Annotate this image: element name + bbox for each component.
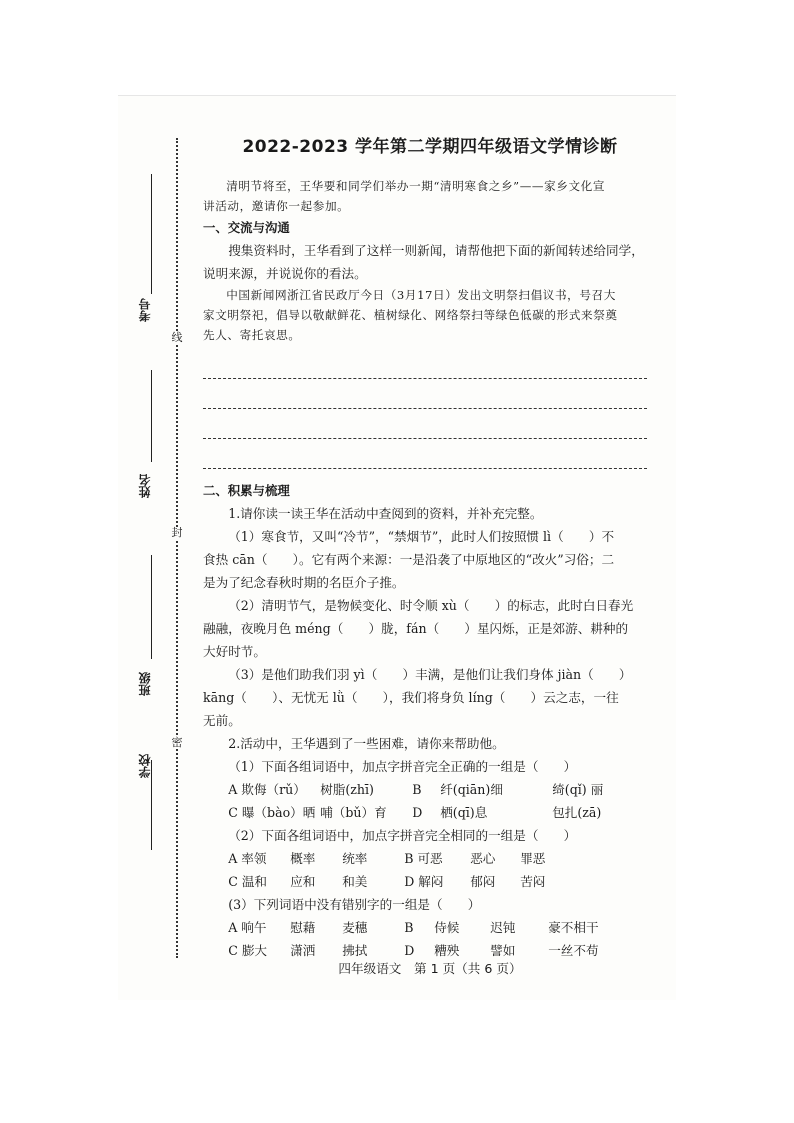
option-text: 栖(qī)息 (440, 805, 488, 820)
q1-part1: 是为了纪念春秋时期的名臣介子推。 (203, 575, 405, 590)
answer-line[interactable] (203, 379, 647, 409)
option-text: 应和 (290, 874, 316, 889)
intro-line: 清明节将至，王华要和同学们举办一期“清明寒食之乡”——家乡文化宣 (226, 179, 606, 193)
option-text: 郁闷 (470, 874, 496, 889)
option-text: 罪恶 (520, 851, 546, 866)
page-footer: 四年级语文 第 1 页（共 6 页） (338, 961, 522, 976)
option-text: 潇洒 (290, 943, 316, 958)
option-text: 豪不相干 (548, 920, 599, 935)
option-text: 譬如 (490, 943, 516, 958)
page-title: 2022-2023 学年第二学期四年级语文学情诊断 (242, 137, 618, 157)
news-line: 家文明祭祀，倡导以敬献鲜花、植树绿化、网络祭扫等绿色低碳的形式来祭奠 (203, 308, 618, 322)
binding-mark-seal: 封 (169, 527, 185, 539)
section1-task: 说明来源，并说说你的看法。 (203, 266, 367, 281)
answer-line[interactable] (203, 349, 647, 379)
option-text: 概率 (290, 851, 316, 866)
option-text: 拂拭 (342, 943, 368, 958)
q1-stem: 1.请你读一读王华在活动中查阅到的资料，并补充完整。 (228, 506, 543, 521)
school-label: 学校 (138, 754, 152, 778)
option-text[interactable]: C 膨大 (228, 943, 268, 958)
q1-part2: （2）清明节气，是物候变化、时令顺 xù（ ）的标志，此时白日春光 (228, 598, 634, 613)
news-excerpt (203, 285, 647, 345)
option-text: 和美 (342, 874, 368, 889)
option-text: 树脂(zhī) (320, 782, 374, 797)
section1-heading: 一、交流与沟通 (203, 220, 290, 235)
section1-task: 搜集资料时，王华看到了这样一则新闻，请帮他把下面的新闻转述给同学， (228, 243, 644, 258)
q1-part1: （1）寒食节，又叫“冷节”，“禁烟节”，此时人们按照惯 lì（ ）不 (228, 529, 615, 544)
q1-part2: 融融，夜晚月色 méng（ ）胧，fán（ ）星闪烁，正是郊游、耕种的 (203, 621, 629, 636)
binding-dotted-line (176, 138, 178, 958)
q2-3-options-row (203, 916, 647, 939)
q2-2-options-row (203, 870, 647, 893)
option-letter[interactable]: D (404, 943, 415, 958)
option-text: 绮(qǐ) 丽 (552, 782, 604, 797)
option-text: 迟钝 (490, 920, 516, 935)
q2-1-options-row (203, 801, 647, 824)
option-text[interactable]: A 欺侮（rǔ） (228, 782, 306, 797)
option-letter[interactable]: D (412, 805, 423, 820)
option-text[interactable]: A 响午 (228, 920, 267, 935)
q2-2-options-row (203, 847, 647, 870)
exam-number-field[interactable] (151, 174, 152, 294)
name-field[interactable] (151, 370, 152, 462)
option-text: 麦穗 (342, 920, 368, 935)
news-line: 中国新闻网浙江省民政厅今日（3月17日）发出文明祭扫倡议书，号召大 (226, 288, 616, 302)
exam-content (203, 176, 647, 962)
option-text: 包扎(zā) (552, 805, 602, 820)
option-text: 统率 (342, 851, 368, 866)
section2-heading: 二、积累与梳理 (203, 483, 290, 498)
option-text[interactable]: D 解闷 (404, 874, 444, 889)
option-text: 纤(qiān)细 (440, 782, 503, 797)
intro (203, 176, 647, 216)
q2-3-question: (3）下列词语中没有错别字的一组是（ ） (228, 897, 481, 912)
q1-part1: 食热 cān（ ）。它有两个来源：一是沿袭了中原地区的“改火”习俗；二 (203, 552, 615, 567)
intro-line: 讲活动，邀请你一起参加。 (203, 199, 350, 213)
option-text[interactable]: C 温和 (228, 874, 268, 889)
q1-part2: 大好时节。 (203, 644, 266, 659)
option-text: 苦闷 (520, 874, 546, 889)
binding-mark-line: 线 (169, 332, 185, 344)
option-text: 一丝不苟 (548, 943, 599, 958)
q1-part3: kāng（ ）、无忧无 lǜ（ ），我们将身负 líng（ ）云之志，一往 (203, 690, 619, 705)
page-top-border (118, 95, 676, 96)
binding-mark-secret: 密 (169, 737, 185, 749)
q2-1-options-row (203, 778, 647, 801)
class-field[interactable] (151, 555, 152, 659)
option-text[interactable]: C 曝（bào）晒 (228, 805, 316, 820)
class-label: 班级 (138, 672, 152, 696)
option-text: 侍候 (434, 920, 460, 935)
answer-line[interactable] (203, 439, 647, 469)
answer-line[interactable] (203, 409, 647, 439)
name-label: 姓名 (138, 474, 152, 498)
option-letter[interactable]: B (404, 920, 414, 935)
q2-1-question: （1）下面各组词语中，加点字拼音完全正确的一组是（ ） (228, 759, 577, 774)
option-text[interactable]: B 可恶 (404, 851, 443, 866)
q2-2-question: （2）下面各组词语中，加点字拼音完全相同的一组是（ ） (228, 828, 577, 843)
news-line: 先人、寄托哀思。 (203, 328, 301, 342)
exam-number-label: 考号 (138, 298, 152, 322)
option-letter[interactable]: B (412, 782, 422, 797)
option-text: 哺（bǔ）育 (320, 805, 387, 820)
q1-part3: 无前。 (203, 713, 241, 728)
answer-area[interactable] (203, 345, 647, 469)
option-text: 糟殃 (434, 943, 460, 958)
option-text[interactable]: A 率领 (228, 851, 267, 866)
option-text: 慰藉 (290, 920, 316, 935)
option-text: 恶心 (470, 851, 496, 866)
q1-part3: （3）是他们助我们羽 yì（ ）丰满，是他们让我们身体 jiàn（ ） (228, 667, 632, 682)
q2-stem: 2.活动中，王华遇到了一些困难，请你来帮助他。 (228, 736, 505, 751)
